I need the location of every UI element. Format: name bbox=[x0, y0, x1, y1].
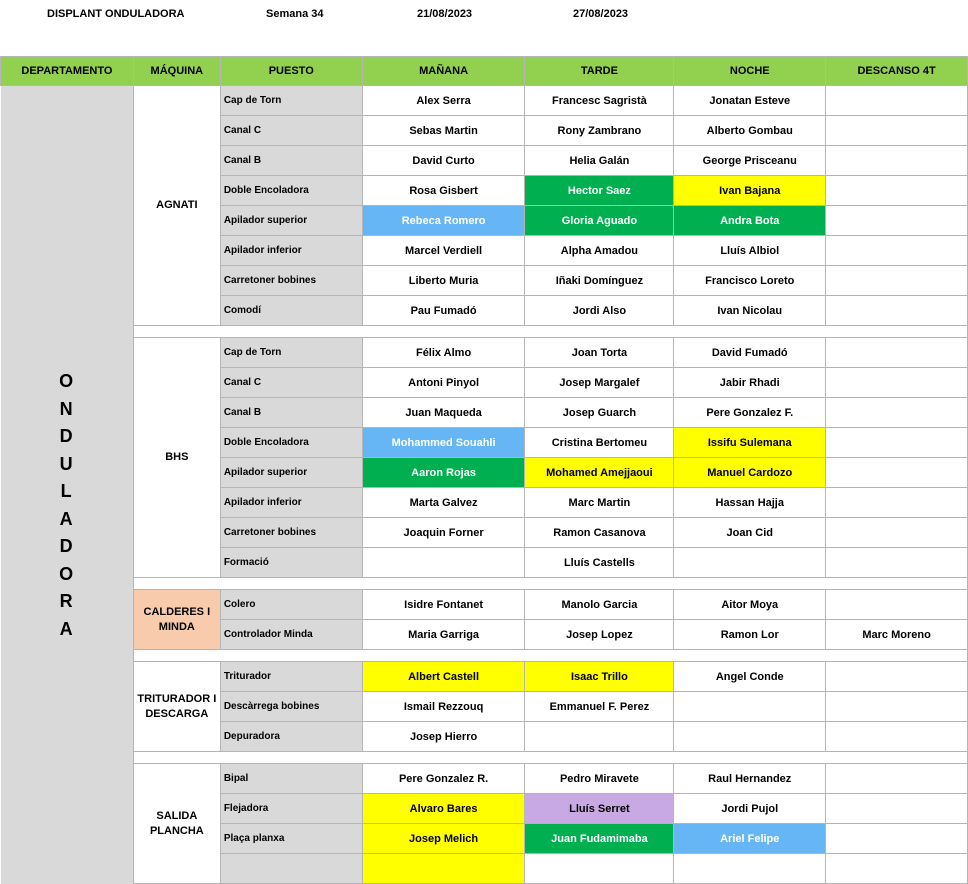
tarde-cell: Lluís Castells bbox=[525, 548, 674, 578]
tarde-cell: Joan Torta bbox=[525, 338, 674, 368]
descanso-cell bbox=[826, 428, 968, 458]
manana-cell: Marcel Verdiell bbox=[362, 236, 525, 266]
descanso-cell bbox=[826, 590, 968, 620]
descanso-cell bbox=[826, 794, 968, 824]
noche-cell: Joan Cid bbox=[674, 518, 826, 548]
puesto-cell: Plaça planxa bbox=[220, 824, 362, 854]
group-spacer bbox=[1, 752, 968, 764]
noche-cell: Lluís Albiol bbox=[674, 236, 826, 266]
tarde-cell: Manolo Garcia bbox=[525, 590, 674, 620]
tarde-cell: Isaac Trillo bbox=[525, 662, 674, 692]
col-noche-header: NOCHE bbox=[674, 57, 826, 86]
manana-cell: Pere Gonzalez R. bbox=[362, 764, 525, 794]
puesto-cell: Cap de Torn bbox=[220, 338, 362, 368]
noche-cell: Alberto Gombau bbox=[674, 116, 826, 146]
noche-cell bbox=[674, 692, 826, 722]
sheet-header bbox=[0, 0, 968, 56]
tarde-cell: Iñaki Domínguez bbox=[525, 266, 674, 296]
table-row bbox=[1, 662, 968, 692]
manana-cell bbox=[362, 854, 525, 884]
tarde-cell: Helia Galán bbox=[525, 146, 674, 176]
puesto-cell: Canal C bbox=[220, 116, 362, 146]
tarde-cell bbox=[525, 722, 674, 752]
manana-cell: Félix Almo bbox=[362, 338, 525, 368]
group-spacer bbox=[1, 326, 968, 338]
descanso-cell bbox=[826, 722, 968, 752]
tarde-cell bbox=[525, 854, 674, 884]
noche-cell bbox=[674, 722, 826, 752]
manana-cell: Josep Hierro bbox=[362, 722, 525, 752]
manana-cell: Alex Serra bbox=[362, 86, 525, 116]
manana-cell: Isidre Fontanet bbox=[362, 590, 525, 620]
department-letter: O bbox=[59, 371, 75, 391]
department-letter: A bbox=[59, 508, 74, 529]
noche-cell: Jonatan Esteve bbox=[674, 86, 826, 116]
noche-cell: Manuel Cardozo bbox=[674, 458, 826, 488]
col-departamento-header: DEPARTAMENTO bbox=[1, 57, 134, 86]
puesto-cell: Cap de Torn bbox=[220, 86, 362, 116]
descanso-cell bbox=[826, 692, 968, 722]
puesto-cell: Comodí bbox=[220, 296, 362, 326]
manana-cell: Liberto Muria bbox=[362, 266, 525, 296]
descanso-cell bbox=[826, 206, 968, 236]
descanso-cell bbox=[826, 548, 968, 578]
puesto-cell: Carretoner bobines bbox=[220, 266, 362, 296]
tarde-cell: Gloria Aguado bbox=[525, 206, 674, 236]
puesto-cell: Apilador superior bbox=[220, 458, 362, 488]
descanso-cell bbox=[826, 146, 968, 176]
descanso-cell bbox=[826, 86, 968, 116]
department-letter: A bbox=[59, 618, 74, 639]
puesto-cell: Canal C bbox=[220, 368, 362, 398]
col-tarde-header: TARDE bbox=[525, 57, 674, 86]
manana-cell: Albert Castell bbox=[362, 662, 525, 692]
noche-cell: David Fumadó bbox=[674, 338, 826, 368]
manana-cell: Aaron Rojas bbox=[362, 458, 525, 488]
descanso-cell bbox=[826, 236, 968, 266]
noche-cell: Ivan Nicolau bbox=[674, 296, 826, 326]
descanso-cell bbox=[826, 764, 968, 794]
descanso-cell: Marc Moreno bbox=[826, 620, 968, 650]
machine-cell: BHS bbox=[133, 338, 220, 578]
descanso-cell bbox=[826, 662, 968, 692]
noche-cell: Raul Hernandez bbox=[674, 764, 826, 794]
descanso-cell bbox=[826, 116, 968, 146]
noche-cell: Ivan Bajana bbox=[674, 176, 826, 206]
manana-cell: Maria Garriga bbox=[362, 620, 525, 650]
manana-cell: Rebeca Romero bbox=[362, 206, 525, 236]
manana-cell: Joaquin Forner bbox=[362, 518, 525, 548]
puesto-cell: Bipal bbox=[220, 764, 362, 794]
tarde-cell: Alpha Amadou bbox=[525, 236, 674, 266]
descanso-cell bbox=[826, 518, 968, 548]
week-label: Semana 34 bbox=[266, 8, 324, 20]
department-letter: O bbox=[59, 563, 75, 584]
table-row bbox=[1, 590, 968, 620]
department-letter: U bbox=[59, 453, 74, 474]
date-to: 27/08/2023 bbox=[573, 8, 629, 20]
noche-cell: George Prisceanu bbox=[674, 146, 826, 176]
table-row bbox=[1, 764, 968, 794]
puesto-cell: Canal B bbox=[220, 146, 362, 176]
puesto-cell: Apilador inferior bbox=[220, 236, 362, 266]
noche-cell: Ramon Lor bbox=[674, 620, 826, 650]
tarde-cell: Josep Lopez bbox=[525, 620, 674, 650]
puesto-cell: Apilador superior bbox=[220, 206, 362, 236]
department-letter: R bbox=[59, 591, 74, 611]
puesto-cell: Apilador inferior bbox=[220, 488, 362, 518]
manana-cell: Ismail Rezzouq bbox=[362, 692, 525, 722]
manana-cell: Juan Maqueda bbox=[362, 398, 525, 428]
manana-cell: Alvaro Bares bbox=[362, 794, 525, 824]
puesto-cell: Carretoner bobines bbox=[220, 518, 362, 548]
noche-cell: Francisco Loreto bbox=[674, 266, 826, 296]
descanso-cell bbox=[826, 368, 968, 398]
noche-cell: Jordi Pujol bbox=[674, 794, 826, 824]
manana-cell: Rosa Gisbert bbox=[362, 176, 525, 206]
tarde-cell: Marc Martin bbox=[525, 488, 674, 518]
department-letter: D bbox=[59, 536, 74, 556]
spacer-cell bbox=[133, 326, 967, 338]
machine-cell: AGNATI bbox=[133, 86, 220, 326]
descanso-cell bbox=[826, 854, 968, 884]
tarde-cell: Hector Saez bbox=[525, 176, 674, 206]
puesto-cell bbox=[220, 854, 362, 884]
machine-cell: CALDERES I MINDA bbox=[133, 590, 220, 650]
department-cell bbox=[1, 86, 134, 884]
manana-cell: Josep Melich bbox=[362, 824, 525, 854]
tarde-cell: Pedro Miravete bbox=[525, 764, 674, 794]
tarde-cell: Jordi Also bbox=[525, 296, 674, 326]
puesto-cell: Canal B bbox=[220, 398, 362, 428]
puesto-cell: Formació bbox=[220, 548, 362, 578]
tarde-cell: Cristina Bertomeu bbox=[525, 428, 674, 458]
department-letter: D bbox=[59, 426, 74, 446]
manana-cell bbox=[362, 548, 525, 578]
department-name bbox=[1, 86, 133, 643]
descanso-cell bbox=[826, 824, 968, 854]
manana-cell: David Curto bbox=[362, 146, 525, 176]
column-header-row bbox=[1, 57, 968, 86]
descanso-cell bbox=[826, 176, 968, 206]
descanso-cell bbox=[826, 296, 968, 326]
table-row bbox=[1, 338, 968, 368]
noche-cell: Jabir Rhadi bbox=[674, 368, 826, 398]
tarde-cell: Juan Fudamimaba bbox=[525, 824, 674, 854]
department-letter: L bbox=[60, 481, 73, 501]
puesto-cell: Flejadora bbox=[220, 794, 362, 824]
col-maquina-header: MÁQUINA bbox=[133, 57, 220, 86]
puesto-cell: Doble Encoladora bbox=[220, 428, 362, 458]
noche-cell bbox=[674, 548, 826, 578]
group-spacer bbox=[1, 578, 968, 590]
tarde-cell: Lluís Serret bbox=[525, 794, 674, 824]
tarde-cell: Rony Zambrano bbox=[525, 116, 674, 146]
manana-cell: Mohammed Souahli bbox=[362, 428, 525, 458]
spacer-cell bbox=[133, 752, 967, 764]
tarde-cell: Mohamed Amejjaoui bbox=[525, 458, 674, 488]
noche-cell: Aitor Moya bbox=[674, 590, 826, 620]
machine-cell: TRITURADOR I DESCARGA bbox=[133, 662, 220, 752]
manana-cell: Marta Galvez bbox=[362, 488, 525, 518]
descanso-cell bbox=[826, 458, 968, 488]
puesto-cell: Doble Encoladora bbox=[220, 176, 362, 206]
noche-cell: Issifu Sulemana bbox=[674, 428, 826, 458]
tarde-cell: Francesc Sagristà bbox=[525, 86, 674, 116]
puesto-cell: Colero bbox=[220, 590, 362, 620]
descanso-cell bbox=[826, 266, 968, 296]
noche-cell: Hassan Hajja bbox=[674, 488, 826, 518]
col-puesto-header: PUESTO bbox=[220, 57, 362, 86]
spacer-cell bbox=[133, 650, 967, 662]
puesto-cell: Depuradora bbox=[220, 722, 362, 752]
descanso-cell bbox=[826, 488, 968, 518]
tarde-cell: Josep Margalef bbox=[525, 368, 674, 398]
manana-cell: Sebas Martin bbox=[362, 116, 525, 146]
tarde-cell: Josep Guarch bbox=[525, 398, 674, 428]
noche-cell: Andra Bota bbox=[674, 206, 826, 236]
manana-cell: Pau Fumadó bbox=[362, 296, 525, 326]
noche-cell bbox=[674, 854, 826, 884]
descanso-cell bbox=[826, 338, 968, 368]
schedule-table bbox=[0, 56, 968, 884]
machine-cell: SALIDA PLANCHA bbox=[133, 764, 220, 884]
noche-cell: Pere Gonzalez F. bbox=[674, 398, 826, 428]
group-spacer bbox=[1, 650, 968, 662]
manana-cell: Antoni Pinyol bbox=[362, 368, 525, 398]
sheet-title: DISPLANT ONDULADORA bbox=[47, 8, 185, 20]
puesto-cell: Controlador Minda bbox=[220, 620, 362, 650]
descanso-cell bbox=[826, 398, 968, 428]
tarde-cell: Ramon Casanova bbox=[525, 518, 674, 548]
puesto-cell: Descàrrega bobines bbox=[220, 692, 362, 722]
col-manana-header: MAÑANA bbox=[362, 57, 525, 86]
noche-cell: Angel Conde bbox=[674, 662, 826, 692]
date-from: 21/08/2023 bbox=[417, 8, 473, 20]
noche-cell: Ariel Felipe bbox=[674, 824, 826, 854]
puesto-cell: Triturador bbox=[220, 662, 362, 692]
spacer-cell bbox=[133, 578, 967, 590]
department-letter: N bbox=[59, 398, 74, 419]
tarde-cell: Emmanuel F. Perez bbox=[525, 692, 674, 722]
table-row bbox=[1, 86, 968, 116]
col-descanso-header: DESCANSO 4T bbox=[826, 57, 968, 86]
